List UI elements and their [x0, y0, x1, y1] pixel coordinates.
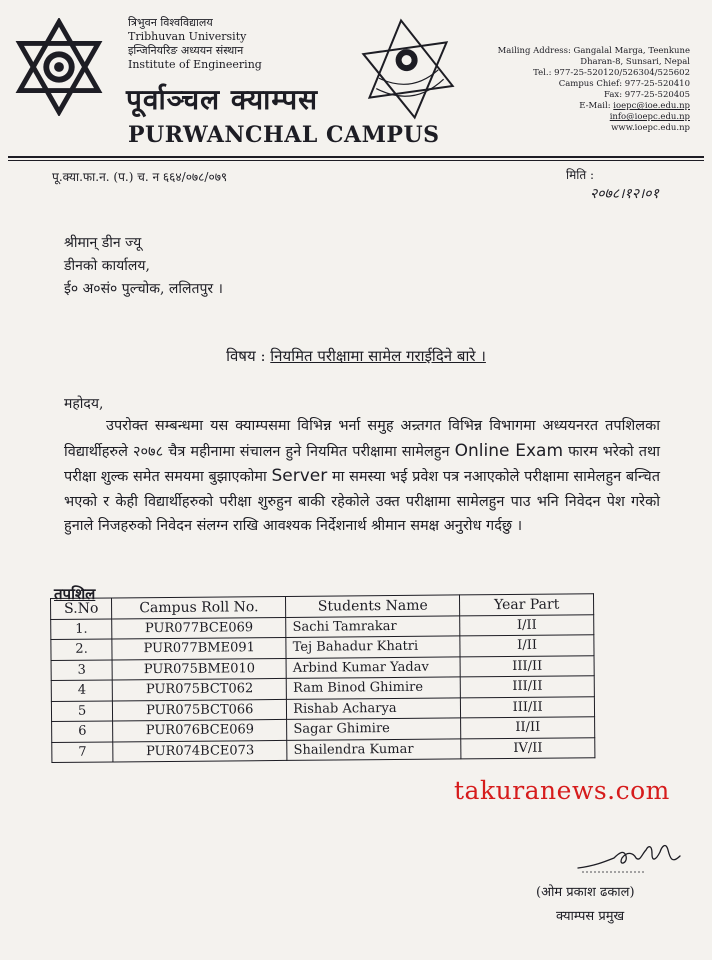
- institute-name-np: इन्जिनियरिङ अध्ययन संस्थान: [128, 44, 244, 57]
- watermark-text: takuranews.com: [454, 776, 670, 805]
- email-secondary[interactable]: info@ioepc.edu.np: [609, 112, 690, 122]
- reference-number: पू.क्या.फा.न. (प.) च. न ६६४/०७८/०७९: [52, 170, 228, 184]
- body-part-2: फारम भरेको तथा परीक्षा शुल्क समेत समयमा बुझाएकोमा: [64, 443, 661, 485]
- body-part-3: मा समस्या भई प्रवेश पत्र नआएकोले परीक्षामा सामेलहुन बन्चित भएको र केही विद्यार्थीहरुको परीक्षा शुरुहुन बाकी रहेकोले उक्त परीक्षामा सामेलहुन पाउ भनि निवेदन पेश गरेको हुनाले निजहरुको निवेदन संलग्न राखि आवश्यक निर्देशनार्थ श्रीमान समक्ष अनुरोध गर्दछु ।: [64, 469, 661, 534]
- signatory-name: (ओम प्रकाश ढकाल): [536, 885, 635, 900]
- telephone: Tel.: 977-25-520120/526304/525602: [533, 68, 690, 78]
- cell-roll-no: PUR075BCT066: [113, 699, 287, 721]
- recipient-address: [64, 232, 223, 301]
- cell-sno: 5: [51, 700, 113, 721]
- university-name-np: त्रिभुवन विश्वविद्यालय: [128, 16, 213, 29]
- cell-student-name: Shailendra Kumar: [287, 738, 461, 760]
- contact-info: [460, 46, 690, 134]
- university-name-en: Tribhuvan University: [128, 30, 247, 43]
- cell-year-part: II/II: [461, 717, 595, 739]
- header-student-name: Students Name: [286, 595, 460, 617]
- cell-sno: 2.: [51, 639, 113, 660]
- city-address: Dharan-8, Sunsari, Nepal: [580, 57, 690, 67]
- cell-sno: 4: [51, 680, 113, 701]
- table-title: तपशिल: [54, 585, 96, 603]
- date-label: मिति :: [566, 168, 595, 182]
- campus-name-np: पूर्वाञ्चल क्याम्पस: [126, 83, 319, 116]
- university-heading: [128, 16, 262, 72]
- fax: Fax: 977-25-520405: [604, 90, 690, 100]
- recipient-line-3: ई० अ०सं० पुल्चोक, ललितपुर ।: [64, 281, 223, 297]
- cell-year-part: I/II: [460, 614, 594, 636]
- cell-sno: 6: [52, 721, 114, 742]
- campus-name-en: PURWANCHAL CAMPUS: [128, 122, 440, 148]
- cell-sno: 3: [51, 659, 113, 680]
- cell-roll-no: PUR075BCT062: [113, 678, 287, 700]
- student-table: [50, 593, 595, 763]
- subject-text: नियमित परीक्षामा सामेल गराईदिने बारे ।: [270, 347, 486, 365]
- header-roll-no: Campus Roll No.: [112, 596, 286, 618]
- body-online-exam: Online Exam: [454, 440, 564, 461]
- cell-student-name: Arbind Kumar Yadav: [286, 656, 460, 678]
- email-label: E-Mail:: [579, 101, 611, 111]
- cell-student-name: Sagar Ghimire: [287, 718, 461, 740]
- cell-roll-no: PUR074BCE073: [113, 740, 287, 762]
- body-server: Server: [271, 466, 328, 486]
- cell-student-name: Sachi Tamrakar: [286, 615, 460, 637]
- cell-roll-no: PUR077BCE069: [112, 617, 286, 639]
- cell-sno: 7: [52, 741, 114, 762]
- cell-year-part: IV/II: [461, 737, 595, 759]
- email-line: [460, 101, 690, 112]
- cell-roll-no: PUR075BME010: [112, 658, 286, 680]
- institute-name-en: Institute of Engineering: [128, 58, 262, 71]
- letter-body: [64, 414, 660, 539]
- header-year-part: Year Part: [460, 594, 594, 616]
- body-part-1: उपरोक्त सम्बन्धमा यस क्याम्पसमा विभिन्न भर्ना समुह अन्र्तगत विभिन्न विभागमा अध्ययनरत तपशिलका विद्यार्थीहरुले २०७८ चैत्र महीनामा संचालन हुने नियमित परीक्षामा सामेलहुन: [64, 418, 660, 460]
- student-table-wrapper: [50, 598, 594, 763]
- cell-year-part: I/II: [460, 635, 594, 657]
- signatory-title: क्याम्पस प्रमुख: [556, 909, 625, 924]
- handwritten-signature: [574, 836, 684, 880]
- cell-sno: 1.: [51, 618, 113, 639]
- recipient-line-1: श्रीमान् डीन ज्यू: [64, 235, 142, 251]
- header-sno: S.No: [51, 598, 113, 619]
- website-link[interactable]: www.ioepc.edu.np: [611, 123, 690, 133]
- cell-year-part: III/II: [461, 696, 595, 718]
- table-row: [52, 737, 595, 762]
- date-value: २०७८।१२।०१: [590, 186, 659, 202]
- salutation: महोदय,: [64, 396, 104, 412]
- cell-year-part: III/II: [460, 655, 594, 677]
- cell-year-part: III/II: [460, 676, 594, 698]
- letterhead-divider-thin: [8, 160, 704, 161]
- subject-line: [0, 346, 712, 366]
- letterhead-divider: [8, 156, 704, 158]
- recipient-line-2: डीनको कार्यालय,: [64, 258, 150, 274]
- campus-seal-stamp: [338, 14, 478, 126]
- cell-student-name: Rishab Acharya: [287, 697, 461, 719]
- cell-roll-no: PUR076BCE069: [113, 719, 287, 741]
- tu-star-logo: [10, 18, 108, 116]
- email-primary[interactable]: ioepc@ioe.edu.np: [613, 101, 690, 111]
- cell-student-name: Ram Binod Ghimire: [286, 677, 460, 699]
- subject-label: विषय :: [226, 347, 266, 365]
- cell-student-name: Tej Bahadur Khatri: [286, 636, 460, 658]
- cell-roll-no: PUR077BME091: [112, 637, 286, 659]
- mailing-address: Mailing Address: Gangalal Marga, Teenkune: [497, 46, 690, 56]
- campus-chief-phone: Campus Chief: 977-25-520410: [558, 79, 690, 89]
